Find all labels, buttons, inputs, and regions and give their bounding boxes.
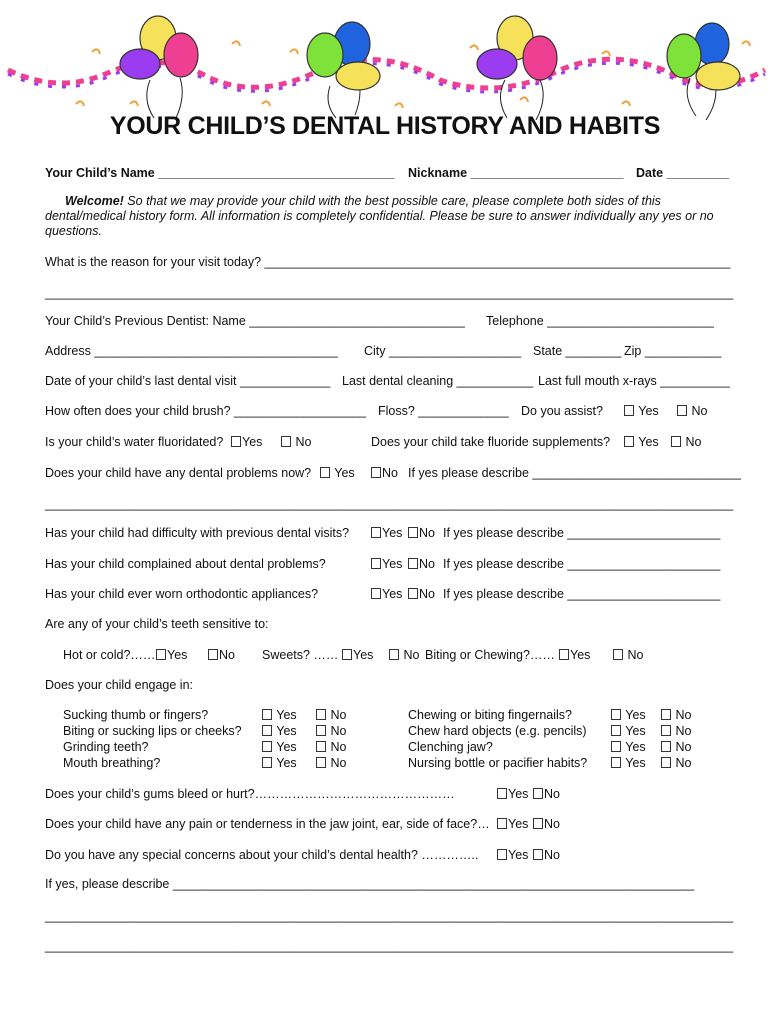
balloon-cluster-middle: [307, 22, 380, 90]
habits-question: Does your child engage in:: [45, 678, 194, 692]
option-label: Yes: [276, 708, 297, 722]
state-field[interactable]: State ________: [533, 344, 622, 358]
checkbox[interactable]: [342, 649, 352, 660]
habit-no-option[interactable]: [661, 740, 691, 755]
option-label: Yes: [382, 587, 403, 601]
checkbox[interactable]: [408, 558, 418, 569]
option-label: Yes: [242, 435, 263, 449]
checkbox[interactable]: [371, 467, 381, 478]
yes-option[interactable]: [371, 587, 402, 602]
supplements-no-option[interactable]: [671, 435, 701, 450]
habit-no-option[interactable]: [661, 756, 691, 771]
habit-no-option[interactable]: [661, 708, 691, 723]
habit-label: Mouth breathing?: [63, 756, 161, 770]
habit-yes-option[interactable]: [611, 708, 646, 723]
habit-label: Clenching jaw?: [408, 740, 493, 754]
problems-describe-field[interactable]: If yes please describe ______________________________: [408, 466, 741, 480]
checkbox[interactable]: [533, 818, 543, 829]
option-label: No: [295, 435, 312, 449]
hot-cold-no-option[interactable]: [208, 648, 235, 663]
address-field[interactable]: Address ___________________________________: [45, 344, 338, 358]
habit-no-option[interactable]: [316, 740, 346, 755]
option-label: No: [219, 648, 235, 662]
option-label: Yes: [570, 648, 591, 662]
checkbox[interactable]: [611, 741, 621, 752]
water-fluoridated-question: Is your child’s water fluoridated?: [45, 435, 224, 449]
habit-yes-option[interactable]: [611, 756, 646, 771]
option-label: No: [419, 557, 435, 571]
option-label: Yes: [276, 756, 297, 770]
option-label: No: [382, 466, 398, 480]
habit-label: Nursing bottle or pacifier habits?: [408, 756, 588, 770]
option-label: Yes: [276, 724, 297, 738]
option-label: Yes: [625, 756, 646, 770]
habit-yes-option[interactable]: [611, 724, 646, 739]
option-label: No: [675, 724, 692, 738]
problems-describe-line2[interactable]: ___________________________________________________________________________________________________: [45, 497, 734, 511]
checkbox[interactable]: [611, 725, 621, 736]
habit-label: Chewing or biting fingernails?: [408, 708, 572, 722]
option-label: Yes: [638, 435, 659, 449]
option-label: Yes: [625, 740, 646, 754]
option-label: Yes: [625, 708, 646, 722]
checkbox[interactable]: [613, 649, 623, 660]
zip-field[interactable]: Zip ___________: [624, 344, 722, 358]
concerns-describe-field[interactable]: If yes, please describe ___________________________________________________________________________: [45, 877, 695, 891]
problems-no-option[interactable]: [371, 466, 398, 481]
assist-no-option[interactable]: [677, 404, 707, 419]
checkbox[interactable]: [671, 436, 681, 447]
sensitive-question: Are any of your child’s teeth sensitive to:: [45, 617, 269, 631]
option-label: No: [675, 708, 692, 722]
jaw-pain-no-option[interactable]: [533, 817, 560, 832]
checkbox[interactable]: [533, 788, 543, 799]
last-cleaning-field[interactable]: Last dental cleaning ___________: [342, 374, 534, 388]
habit-no-option[interactable]: [316, 756, 346, 771]
checkbox[interactable]: [661, 725, 671, 736]
option-label: Yes: [382, 526, 403, 540]
option-label: No: [330, 724, 347, 738]
checkbox[interactable]: [611, 709, 621, 720]
sweets-label: Sweets? ……: [262, 648, 339, 662]
intro-text-1: So that we may provide your child with the best possible care, please complete both sides of this: [123, 194, 661, 208]
option-label: No: [330, 708, 347, 722]
reason-field-line2[interactable]: ___________________________________________________________________________________________________: [45, 286, 734, 300]
option-label: Yes: [353, 648, 374, 662]
brush-frequency-field[interactable]: How often does your child brush? ___________________: [45, 404, 367, 418]
option-label: Yes: [167, 648, 188, 662]
checkbox[interactable]: [661, 757, 671, 768]
option-label: No: [403, 648, 420, 662]
option-label: Yes: [638, 404, 659, 418]
option-label: No: [675, 740, 692, 754]
checkbox[interactable]: [497, 788, 507, 799]
checkbox[interactable]: [281, 436, 291, 447]
checkbox[interactable]: [408, 527, 418, 538]
habit-no-option[interactable]: [316, 724, 346, 739]
fluoride-supplements-question: Does your child take fluoride supplements?: [371, 435, 611, 449]
checkbox[interactable]: [371, 588, 381, 599]
biting-no-option[interactable]: [613, 648, 643, 663]
gums-question: Does your child’s gums bleed or hurt?…………………………………………: [45, 787, 455, 801]
yes-option[interactable]: [371, 557, 402, 572]
checkbox[interactable]: [316, 757, 326, 768]
option-label: No: [544, 848, 560, 862]
option-label: No: [330, 740, 347, 754]
concerns-yes-option[interactable]: [497, 848, 528, 863]
hot-cold-label: Hot or cold?……: [63, 648, 156, 662]
habit-yes-option[interactable]: [262, 708, 297, 723]
floss-field[interactable]: Floss? _____________: [378, 404, 509, 418]
option-label: No: [627, 648, 644, 662]
option-label: Yes: [508, 848, 529, 862]
assist-question: Do you assist?: [521, 404, 603, 418]
option-label: Yes: [508, 787, 529, 801]
date-field[interactable]: Date _________: [636, 166, 730, 180]
habit-no-option[interactable]: [316, 708, 346, 723]
checkbox[interactable]: [559, 649, 569, 660]
habit-label: Grinding teeth?: [63, 740, 149, 754]
problems-yes-option[interactable]: [320, 466, 355, 481]
checkbox[interactable]: [389, 649, 399, 660]
option-label: Yes: [382, 557, 403, 571]
checkbox[interactable]: [624, 405, 634, 416]
previous-dentist-name-field[interactable]: Your Child’s Previous Dentist: Name _______________________________: [45, 314, 465, 328]
checkbox[interactable]: [262, 709, 272, 720]
biting-yes-option[interactable]: [559, 648, 590, 663]
balloon-cluster-left: [120, 16, 198, 79]
checkbox[interactable]: [316, 725, 326, 736]
balloon-banner: [0, 0, 770, 120]
option-label: Yes: [625, 724, 646, 738]
jaw-pain-yes-option[interactable]: [497, 817, 528, 832]
option-label: No: [330, 756, 347, 770]
question-text: Has your child ever worn orthodontic appliances?: [45, 587, 319, 601]
sweets-no-option[interactable]: [389, 648, 419, 663]
checkbox[interactable]: [677, 405, 687, 416]
checkbox[interactable]: [316, 741, 326, 752]
jaw-pain-question: Does your child have any pain or tenderness in the jaw joint, ear, side of face?…: [45, 817, 490, 831]
checkbox[interactable]: [533, 849, 543, 860]
form-title: YOUR CHILD’S DENTAL HISTORY AND HABITS: [109, 112, 661, 140]
option-label: No: [544, 817, 560, 831]
checkbox[interactable]: [371, 558, 381, 569]
habit-yes-option[interactable]: [262, 756, 297, 771]
option-label: Yes: [334, 466, 355, 480]
concerns-question: Do you have any special concerns about your child’s dental health? …………..: [45, 848, 479, 862]
habit-yes-option[interactable]: [262, 724, 297, 739]
intro-line-2: dental/medical history form. All information is completely confidential. Please be sure to answer individually any yes or no: [45, 209, 714, 223]
water-no-option[interactable]: [281, 435, 311, 450]
biting-label: Biting or Chewing?……: [425, 648, 555, 662]
option-label: Yes: [508, 817, 529, 831]
last-visit-field[interactable]: Date of your child’s last dental visit _____________: [45, 374, 331, 388]
city-field[interactable]: City ___________________: [364, 344, 522, 358]
option-label: Yes: [276, 740, 297, 754]
checkbox[interactable]: [316, 709, 326, 720]
habit-yes-option[interactable]: [262, 740, 297, 755]
checkbox[interactable]: [661, 741, 671, 752]
option-label: No: [419, 587, 435, 601]
checkbox[interactable]: [661, 709, 671, 720]
checkbox[interactable]: [262, 757, 272, 768]
concerns-no-option[interactable]: [533, 848, 560, 863]
checkbox[interactable]: [156, 649, 166, 660]
checkbox[interactable]: [208, 649, 218, 660]
hot-cold-yes-option[interactable]: [156, 648, 187, 663]
describe-field[interactable]: If yes please describe ______________________: [443, 526, 721, 540]
intro-line-3: questions.: [45, 224, 102, 238]
checkbox[interactable]: [231, 436, 241, 447]
dental-problems-question: Does your child have any dental problems now?: [45, 466, 312, 480]
supplements-yes-option[interactable]: [624, 435, 659, 450]
reason-field[interactable]: What is the reason for your visit today? ___________________________________________________________________: [45, 255, 731, 269]
welcome-text: Welcome!: [65, 194, 124, 208]
checkbox[interactable]: [408, 588, 418, 599]
child-name-field[interactable]: Your Child’s Name __________________________________: [45, 166, 395, 180]
habit-yes-option[interactable]: [611, 740, 646, 755]
question-text: Has your child had difficulty with previous dental visits?: [45, 526, 350, 540]
habit-label: Biting or sucking lips or cheeks?: [63, 724, 242, 738]
concerns-describe-line2[interactable]: ___________________________________________________________________________________________________: [45, 909, 734, 923]
gums-no-option[interactable]: [533, 787, 560, 802]
habit-no-option[interactable]: [661, 724, 691, 739]
checkbox[interactable]: [262, 741, 272, 752]
option-label: No: [419, 526, 435, 540]
checkbox[interactable]: [497, 849, 507, 860]
gums-yes-option[interactable]: [497, 787, 528, 802]
intro-line-1: [65, 194, 661, 209]
no-option[interactable]: [408, 557, 435, 572]
yes-option[interactable]: [371, 526, 402, 541]
checkbox[interactable]: [371, 527, 381, 538]
checkbox[interactable]: [320, 467, 330, 478]
option-label: No: [675, 756, 692, 770]
checkbox[interactable]: [497, 818, 507, 829]
describe-field[interactable]: If yes please describe ______________________: [443, 587, 721, 601]
balloon-cluster-center-right: [477, 16, 557, 80]
sweets-yes-option[interactable]: [342, 648, 373, 663]
checkbox[interactable]: [611, 757, 621, 768]
option-label: No: [544, 787, 560, 801]
last-xrays-field[interactable]: Last full mouth x-rays __________: [538, 374, 730, 388]
no-option[interactable]: [408, 587, 435, 602]
question-text: Has your child complained about dental problems?: [45, 557, 326, 571]
concerns-describe-line3[interactable]: ___________________________________________________________________________________________________: [45, 939, 734, 953]
water-yes-option[interactable]: [231, 435, 262, 450]
option-label: No: [691, 404, 708, 418]
describe-field[interactable]: If yes please describe ______________________: [443, 557, 721, 571]
checkbox[interactable]: [624, 436, 634, 447]
dentist-telephone-field[interactable]: Telephone ________________________: [486, 314, 715, 328]
assist-yes-option[interactable]: [624, 404, 659, 419]
habit-label: Sucking thumb or fingers?: [63, 708, 209, 722]
no-option[interactable]: [408, 526, 435, 541]
balloon-cluster-right: [667, 23, 740, 90]
option-label: No: [685, 435, 702, 449]
checkbox[interactable]: [262, 725, 272, 736]
nickname-field[interactable]: Nickname ______________________: [408, 166, 624, 180]
habit-label: Chew hard objects (e.g. pencils): [408, 724, 587, 738]
